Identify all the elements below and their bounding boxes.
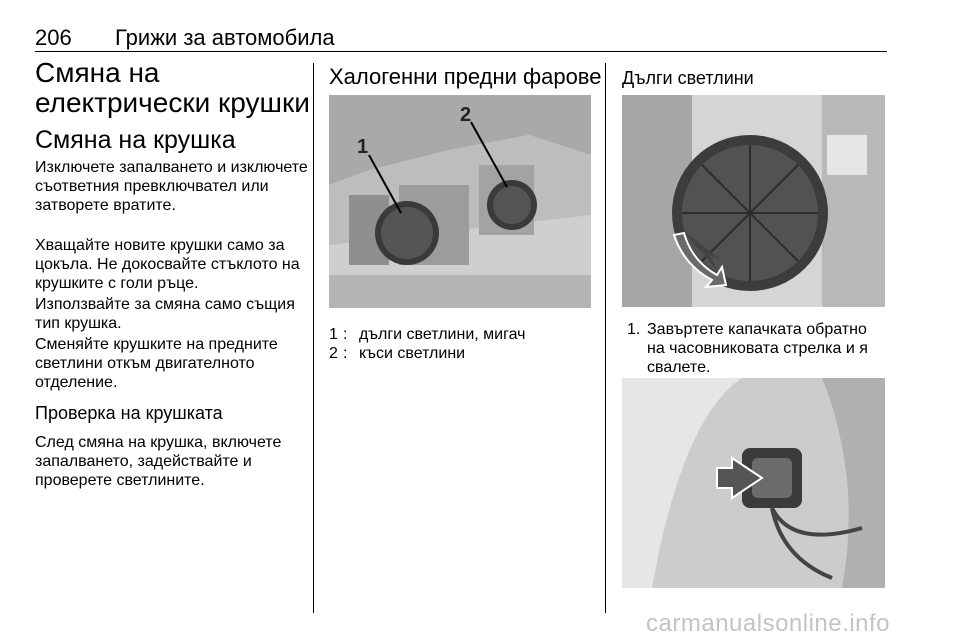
paragraph-handling: Хващайте новите крушки само за цокъла. Не докосвайте стъклото на крушките с голи ръце. bbox=[35, 237, 300, 292]
paragraph-check: След смяна на крушка, включете запалването, задействайте и проверете светлините. bbox=[35, 434, 282, 489]
column-divider-1 bbox=[313, 63, 314, 613]
running-header-title: Грижи за автомобила bbox=[115, 25, 335, 50]
paragraph-same-type: Използвайте за смяна само същия тип крушка. bbox=[35, 296, 295, 332]
step-text: Завъртете капачката обратно на часовниковата стрелка и я свалете. bbox=[647, 321, 868, 376]
legend-number: 2 bbox=[329, 345, 338, 362]
check-heading: Проверка на крушката bbox=[35, 403, 223, 423]
legend-separator: : bbox=[343, 345, 348, 362]
callout-2: 2 bbox=[460, 104, 472, 126]
legend-row-1 bbox=[329, 325, 591, 344]
paragraph-ignition: Изключете запалването и изключете съответния превключвател или затворете вратите. bbox=[35, 159, 308, 214]
headlight-illustration bbox=[329, 95, 591, 308]
column-divider-2 bbox=[605, 63, 606, 613]
subheading-bulb-replacement: Смяна на крушка bbox=[35, 126, 236, 154]
step-number: 1. bbox=[627, 321, 641, 338]
page-number: 206 bbox=[35, 25, 72, 50]
legend-row-2 bbox=[329, 344, 591, 363]
legend-text: къси светлини bbox=[359, 345, 466, 362]
headlight-figure bbox=[329, 95, 591, 308]
callout-1: 1 bbox=[357, 136, 369, 158]
paragraph-engine-bay: Сменяйте крушките на предните светлини откъм двигателното отделение. bbox=[35, 336, 278, 391]
header-rule bbox=[35, 51, 887, 52]
halogen-headlights-heading: Халогенни предни фарове bbox=[329, 64, 602, 89]
bulb-removal-figure bbox=[622, 378, 885, 588]
main-heading: Смяна на електрически крушки bbox=[35, 57, 310, 118]
legend-text: дълги светлини, мигач bbox=[359, 326, 526, 343]
cap-removal-figure bbox=[622, 95, 885, 307]
bulb-removal-illustration bbox=[622, 378, 885, 588]
high-beam-heading: Дълги светлини bbox=[622, 68, 754, 88]
legend-number: 1 bbox=[329, 326, 338, 343]
watermark: carmanualsonline.info bbox=[646, 610, 890, 637]
cap-removal-illustration bbox=[622, 95, 885, 307]
legend-separator: : bbox=[343, 326, 348, 343]
step-1 bbox=[622, 320, 887, 380]
